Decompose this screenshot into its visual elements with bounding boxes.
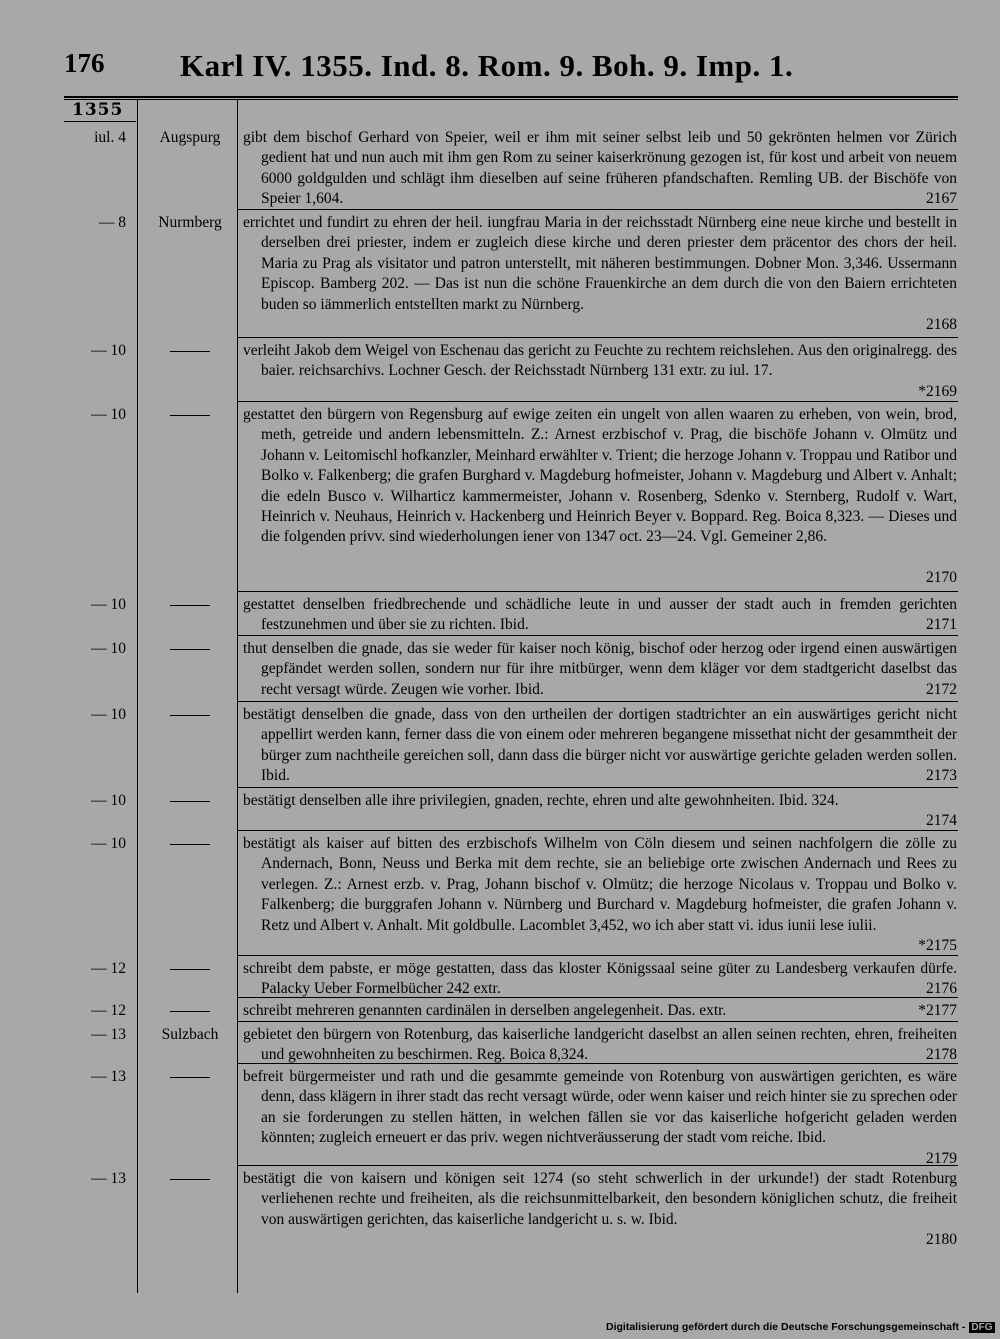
entry-separator [238,955,958,956]
entry-place [140,405,240,425]
entry-text-block [243,213,957,335]
entry-number: 2170 [926,569,957,587]
entry-text-block [243,1001,957,1021]
entry-text-block [243,791,957,832]
entry-place [140,834,240,854]
entry-number: 2176 [926,980,957,998]
entry-separator [238,787,958,788]
entry-text-block [243,834,957,956]
entry-number: 2174 [926,812,957,830]
entry-number: 2168 [926,315,957,333]
header-rule-thin [64,99,958,100]
entry-text: schreibt dem pabste, er möge gestatten, dass das kloster Königssaal seine güter zu Landesberg verkaufen dürfe. Palacky Ueber Formelbücher 242 extr. [243,960,957,998]
entry-place: Sulzbach [161,1026,219,1043]
entry-place [140,341,240,361]
entry-date: — 10 [91,640,126,657]
entry-text: gestattet den bürgern von Regensburg auf ewige zeiten ein ungelt von allen waaren zu erheben, von wein, brod, meth, getreide und andern lebensmitteln. Z.: Arnest erzbischof v. Prag, die bischöfe Johann v. Olmütz und Johann v. Leitomischl hofkanzler, Meinhard erwählter v. Trient; die herzoge Johann v. Troppau und Ratibor und Bolko v. Falkenberg; die grafen Burghard v. Magdeburg hofmeister, Johann v. Magdeburg und Albert v. Anhalt; die edeln Busco v. Wilharticz kammermeister, Johann v. Rosenberg, Sdenko v. Sternberg, Rudolf v. Wart, Heinrich v. Neuhaus, Heinrich v. Hackenberg und Heinrich Beyer v. Boppard. Reg. Boica 8,323. — Dieses und die folgenden privv. sind wiederholungen iener von 1347 oct. 23—24. Vgl. Gemeiner 2,86. [243,406,957,546]
place-ditto-rule [170,969,210,970]
place-ditto-rule [170,649,210,650]
entry-text-block [243,595,957,636]
entry-separator [238,1165,958,1166]
entry-separator [238,701,958,702]
entry-date: — 10 [91,342,126,359]
header-rule [64,96,958,98]
entry-date: iul. 4 [94,129,126,146]
entry-number: 2171 [926,616,957,634]
entry-separator [238,830,958,831]
entry-text: thut denselben die gnade, das sie weder für kaiser noch könig, bischof oder herzog oder irgend einen auswärtigen gepfändet werden sollen, sondern nur für ihre mitbürger, wenn dem kläger vor dem stadtgericht daselbst das recht versagt würde. Zeugen wie vorher. Ibid. [243,640,957,698]
entry-text: bestätigt die von kaisern und königen seit 1274 (so steht schwerlich in der urkunde!) der stadt Rotenburg verliehenen rechte und freiheiten, als die reichsunmittelbarkeit, den besondern königlichen schutz, die freiheit von auswärtigen gerichten, das kaiserliche landgericht u. s. w. Ibid. [243,1170,957,1228]
page-title: Karl IV. 1355. Ind. 8. Rom. 9. Boh. 9. Imp. 1. [180,48,794,83]
entry-date: — 10 [91,706,126,723]
entry-place [140,1067,240,1087]
entry-number: 2167 [926,190,957,208]
year-rule [64,121,136,122]
dfg-logo: DFG [971,1322,993,1333]
place-ditto-rule [170,605,210,606]
entry-text-block [243,959,957,1000]
entry-text-block [243,341,957,402]
entry-text-block [243,1169,957,1251]
entry-place: Augspurg [159,129,221,146]
entry-place [140,791,240,811]
place-ditto-rule [170,351,210,352]
column-divider-place [237,100,238,1293]
page-header [64,48,964,88]
entry-number: *2169 [918,382,957,400]
entry-date: — 12 [91,960,126,977]
page-number: 176 [64,48,105,78]
entry-text: bestätigt denselben alle ihre privilegien, gnaden, rechte, ehren und alte gewohnheiten. Ibid. 324. [243,792,839,809]
entry-number: 2178 [926,1046,957,1064]
entry-text: bestätigt als kaiser auf bitten des erzbischofs Wilhelm von Cöln diesem und seinen nachfolgern die zölle zu Andernach, Bonn, Neuss und Berka mit dem rechte, sie an beliebige orte zwischen Andernach und Rees zu verlegen. Z.: Arnest erzb. v. Prag, Johann bischof v. Olmütz; die herzoge Nicolaus v. Troppau und Bolko v. Falkenberg; die burggrafen Johann v. Nürnberg und Burchard v. Magdeburg hofmeister, die grafen Johann v. Retz und Albert v. Anhalt. Mit goldbulle. Lacomblet 3,452, wo ich aber statt vi. idus iunii lese iulii. [243,835,957,934]
place-ditto-rule [170,1011,210,1012]
place-ditto-rule [170,1077,210,1078]
place-ditto-rule [170,415,210,416]
entry-text: befreit bürgermeister und rath und die gesammte gemeinde von Rotenburg von auswärtigen gerichten, es wäre denn, dass klägern in ihrer stadt das recht versagt würde, oder wenn kaiser und reich hinter sie zu sprechen oder an sie forderungen zu stellen hätten, in welchen fällen sie vor das kaiserliche hofgericht geladen werden könnten; zugleich erneuert er das priv. wegen nichtveräusserung der stadt vom reiche. Ibid. [243,1068,957,1147]
entry-place [140,959,240,979]
entry-place [140,705,240,725]
entry-separator [238,209,958,210]
entry-number: *2175 [918,936,957,954]
entry-place [140,639,240,659]
entry-number: 2173 [926,767,957,785]
entry-separator [238,1063,958,1064]
entry-number: 2180 [926,1231,957,1249]
entry-date: — 10 [91,596,126,613]
place-ditto-rule [170,844,210,845]
entry-place [140,595,240,615]
footer-text: Digitalisierung gefördert durch die Deutsche Forschungsgemeinschaft - [606,1321,966,1333]
entry-separator [238,401,958,402]
place-ditto-rule [170,1179,210,1180]
entry-text: schreibt mehreren genannten cardinälen in derselben angelegenheit. Das. extr. [243,1002,727,1019]
entry-text: bestätigt denselben die gnade, dass von den urtheilen der dortigen stadtrichter an ein auswärtiges gericht nicht appellirt werden kann, ferner dass die von einem oder mehreren begangene missethat nicht der gesammtheit der bürger zum nachtheile gereichen soll, dann dass die bürger nicht vor auswärtige gerichte geladen werden sollen. Ibid. [243,706,957,785]
entry-date: — 10 [91,792,126,809]
entry-text: verleiht Jakob dem Weigel von Eschenau das gericht zu Feuchte zu rechtem reichslehen. Aus den originalregg. des baier. reichsarchivs. Lochner Gesch. der Reichsstadt Nürnberg 131 extr. zu iul. 17. [243,342,957,380]
entry-date: — 12 [91,1002,126,1019]
entry-text-block [243,1025,957,1066]
entry-number: *2177 [918,1001,957,1019]
entry-separator [238,591,958,592]
entry-place [140,1169,240,1189]
year-label: 1355 [72,100,124,120]
footer-credit [606,1321,995,1333]
entry-text-block [243,705,957,787]
entry-text-block [243,128,957,210]
entry-date: — 8 [98,214,126,231]
entry-text: errichtet und fundirt zu ehren der heil. iungfrau Maria in der reichsstadt Nürnberg eine neue kirche und bestellt in derselben drei priester, indem er zugleich diese kirche und deren priester dem präcentor des chors der heil. Maria zu Prag als visitator und patron unterstellt, mit näheren bestimmungen. Dobner Mon. 3,346. Ussermann Episcop. Bamberg 202. — Das ist nun die schöne Frauenkirche an dem durch die von den Baiern errichteten buden so iämmerlich entstellten markt zu Nürnberg. [243,214,957,313]
place-ditto-rule [170,715,210,716]
entry-separator [238,1021,958,1022]
entry-separator [238,997,958,998]
entry-separator [238,635,958,636]
entry-place [140,1001,240,1021]
entry-date: — 13 [91,1026,126,1043]
entry-text: gebietet den bürgern von Rotenburg, das kaiserliche landgericht daselbst an allen seinen rechten, ehren, freiheiten und gewohnheiten zu beschirmen. Reg. Boica 8,324. [243,1026,957,1064]
entry-date: — 10 [91,406,126,423]
entry-text-block [243,639,957,700]
entry-number: 2179 [926,1149,957,1167]
entry-text-block [243,1067,957,1169]
entry-place: Nurmberg [158,214,222,231]
entry-date: — 13 [91,1068,126,1085]
entry-separator [238,337,958,338]
entry-text: gibt dem bischof Gerhard von Speier, weil er ihm mit seiner selbst leib und 50 gekrönten helmen vor Zürich gedient hat und nun auch mit ihm gen Rom zu seiner kaiserkrönung gezogen ist, für kost und arbeit von neuem 6000 goldgulden und schlägt ihm dieselben auf seine früheren pfandschaften. Remling UB. der Bischöfe von Speier 1,604. [243,129,957,208]
entry-number: 2172 [926,680,957,698]
entry-text-block [243,405,957,589]
entry-text: gestattet denselben friedbrechende und schädliche leute in und ausser der stadt auch in fremden gerichten festzunehmen und über sie zu richten. Ibid. [243,596,957,634]
entry-date: — 10 [91,835,126,852]
entry-date: — 13 [91,1170,126,1187]
place-ditto-rule [170,801,210,802]
column-divider-date [137,100,138,1293]
